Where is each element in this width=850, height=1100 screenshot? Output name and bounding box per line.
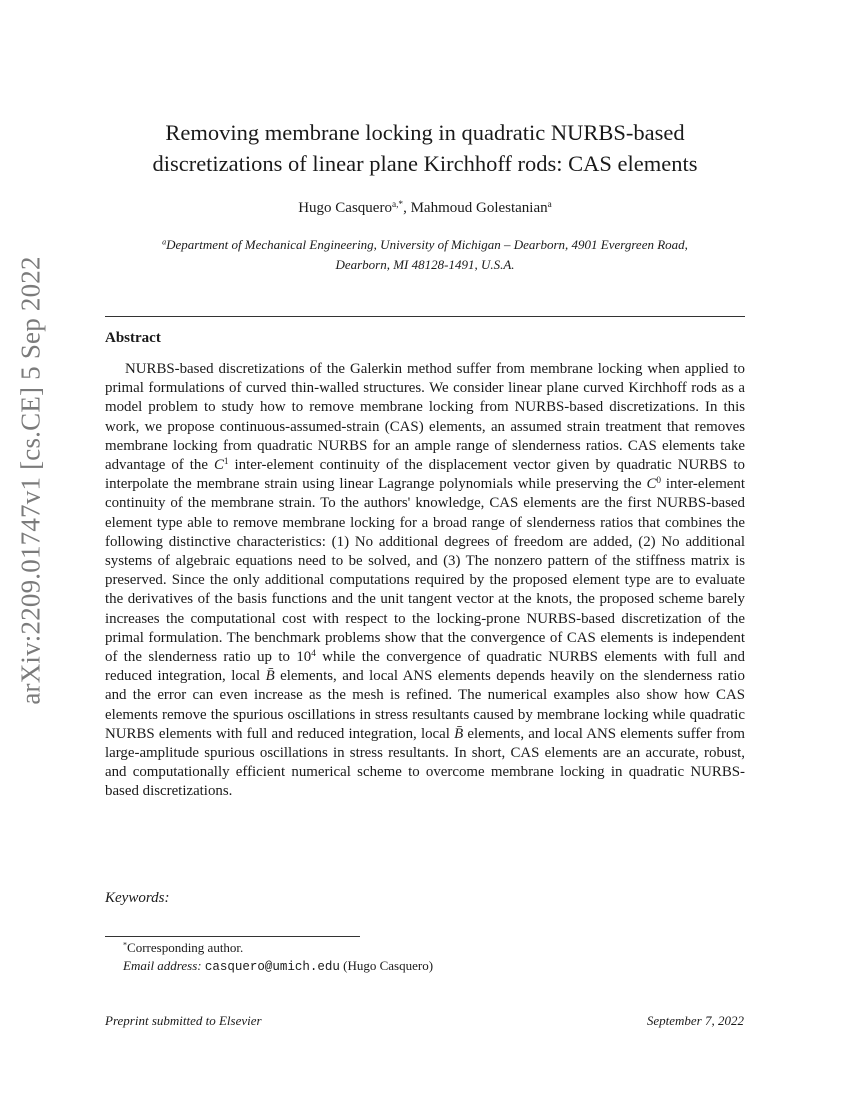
author-affiliation-mark: a,* bbox=[391, 199, 404, 210]
abstract-segment: while the convergence of quadratic NURBS elements with full and reduced integration, local bbox=[105, 649, 745, 685]
affiliation-line-1: Department of Mechanical Engineering, University of Michigan – Dearborn, 4901 Evergreen Road, bbox=[166, 237, 688, 252]
abstract-segment: NURBS-based discretizations of the Galerkin method suffer from membrane locking when applied to primal formulations of curved thin-walled structures. We consider linear plane curved Kirchhoff rods as a model problem to study how to remove membrane locking from NURBS-based discretizations. In this work, we propose continuous-assumed-strain (CAS) elements, an assumed strain treatment that removes membrane locking from quadratic NURBS for an ample range of slenderness ratios. CAS elements take advantage of the bbox=[105, 361, 745, 474]
email-owner: (Hugo Casquero) bbox=[339, 958, 434, 973]
affiliation-line-2: Dearborn, MI 48128-1491, U.S.A. bbox=[335, 257, 515, 272]
preprint-note: Preprint submitted to Elsevier bbox=[105, 1013, 262, 1028]
title-line-2: discretizations of linear plane Kirchhoff rods: CAS elements bbox=[152, 151, 698, 176]
arxiv-stamp bbox=[11, 255, 51, 705]
math-power-exponent: 4 bbox=[311, 647, 316, 658]
abstract-text bbox=[105, 360, 745, 802]
math-b-bar: B̄ bbox=[265, 668, 275, 685]
abstract-heading: Abstract bbox=[105, 330, 161, 346]
abstract-segment: inter-element continuity of the membrane strain. To the authors' knowledge, CAS elements are the first NURBS-based element type able to remove membrane locking for a broad range of slenderness ratios that combines the following distinctive characteristics: (1) No additional degrees of freedom are added, (2) No additional systems of algebraic equations need to be solved, and (3) The nonzero pattern of the stiffness matrix is preserved. Since the only additional computations required by the proposed element type are to evaluate the derivatives of the basis functions and the unit tangent vector at the knots, the proposed scheme barely increases the computational cost with respect to the locking-prone NURBS-based discretization of the primal formulation. The benchmark problems show that the convergence of CAS elements is independent of the slenderness ratio up to bbox=[105, 476, 745, 666]
math-c1: C bbox=[213, 457, 224, 474]
abstract-segment: elements, and local ANS elements depends heavily on the slenderness ratio and the error can even increase as the mesh is refined. The numerical examples also show how CAS elements remove the spurious oscillations in stress resultants caused by membrane locking while quadratic NURBS elements with full and reduced integration, local bbox=[105, 668, 745, 742]
corresponding-author-note bbox=[123, 939, 433, 957]
email-line bbox=[123, 957, 433, 976]
author-list bbox=[100, 200, 750, 217]
keywords-label: Keywords: bbox=[105, 890, 170, 906]
email-label: Email address: bbox=[123, 958, 202, 973]
math-b-bar: B̄ bbox=[454, 725, 464, 742]
math-c0-superscript: 0 bbox=[656, 475, 662, 486]
affiliation-mark: a bbox=[162, 237, 167, 247]
footnote bbox=[123, 939, 433, 976]
math-power-base: 10 bbox=[296, 649, 312, 666]
abstract-top-rule bbox=[105, 316, 745, 317]
abstract-segment: elements, and local ANS elements suffer from large-amplitude spurious oscillations in stress resultants. In short, CAS elements are an accurate, robust, and computationally efficient numerical scheme to overcome membrane locking in quadratic NURBS-based discretizations. bbox=[105, 725, 745, 800]
email-link[interactable]: casquero@umich.edu bbox=[204, 960, 340, 974]
author-affiliation-mark: a bbox=[547, 199, 552, 210]
author-name: Mahmoud Golestanian bbox=[410, 200, 548, 216]
footer-date: September 7, 2022 bbox=[646, 1013, 744, 1028]
math-c0: C bbox=[646, 476, 657, 493]
footnote-mark: * bbox=[123, 940, 128, 950]
math-c1-superscript: 1 bbox=[223, 455, 229, 466]
title-line-1: Removing membrane locking in quadratic NURBS-based bbox=[165, 120, 685, 145]
arxiv-identifier: arXiv:2209.01747v1 [cs.CE] 5 Sep 2022 bbox=[15, 255, 46, 705]
abstract-segment: inter-element continuity of the displacement vector given by quadratic NURBS to interpolate the membrane strain using linear Lagrange polynomials while preserving the bbox=[105, 457, 745, 493]
paper-title bbox=[100, 117, 750, 179]
footnote-rule bbox=[105, 936, 360, 937]
corresponding-author-text: Corresponding author. bbox=[127, 940, 244, 955]
author-separator: , bbox=[403, 200, 411, 216]
author-name: Hugo Casquero bbox=[298, 200, 392, 216]
affiliation bbox=[100, 235, 750, 275]
